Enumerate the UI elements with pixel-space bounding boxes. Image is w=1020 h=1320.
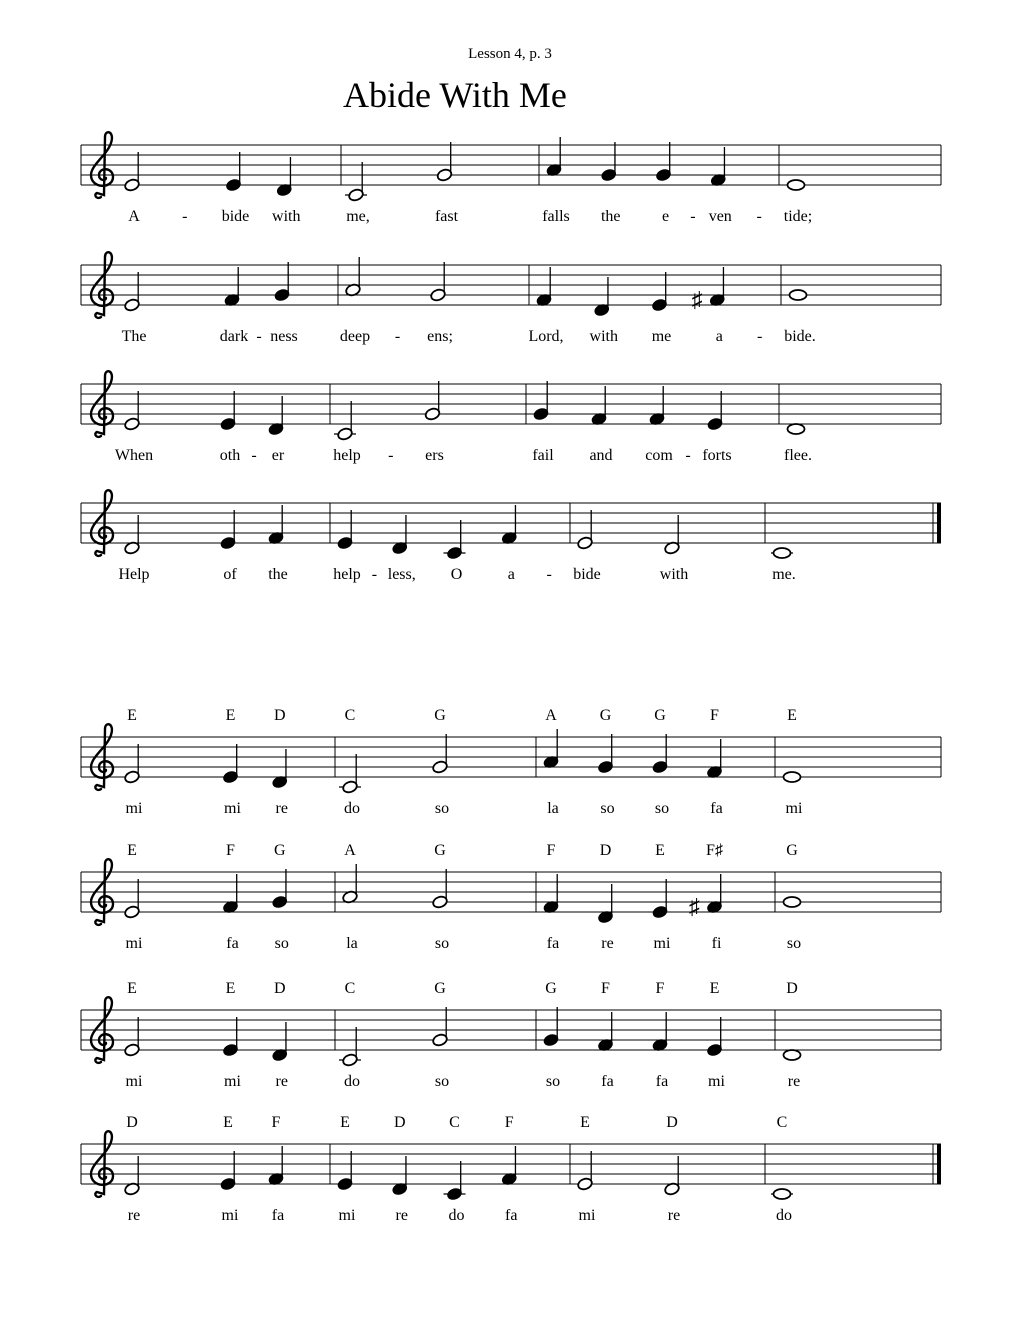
note-name-label: E [709,980,720,997]
note [444,520,466,560]
lyric-syllable: a [715,328,723,345]
note [337,1151,354,1191]
note [342,864,359,904]
solfege-syllable: fa [271,1207,285,1224]
note-name-label: C [344,980,356,997]
note [543,874,560,914]
solfege-syllable: mi [785,800,803,817]
solfege-syllable: fa [505,1207,518,1224]
lyric-syllable: falls [542,208,570,225]
notehead [774,1189,791,1199]
lyric-hyphen: - [182,208,188,225]
note [430,262,447,302]
solfege-syllable: re [667,1207,681,1224]
note [784,897,801,907]
solfege-syllable: mi [125,800,143,817]
lyric-syllable: dark [219,328,249,345]
lyric-syllable: ven [708,208,732,225]
note [501,1146,518,1186]
note [784,772,801,782]
solfege-syllable: so [786,935,802,952]
note-name-label: D [786,980,798,997]
lyric-syllable: the [600,208,621,225]
note-name-label: D [126,1114,138,1131]
lyric-syllable: me [651,328,672,345]
note [577,1151,594,1191]
note [652,1012,669,1052]
note [220,510,237,550]
note-name-label: D [393,1114,406,1131]
staff-system [81,490,941,583]
note [597,734,614,774]
note [771,548,793,558]
note [444,1161,466,1201]
solfege-syllable: do [344,800,360,817]
note [649,386,666,426]
staff-system [81,132,941,225]
lyric-syllable: fail [532,447,554,464]
lyric-hyphen: - [756,328,763,345]
solfege-syllable: la [547,800,559,817]
note [543,1007,560,1047]
solfege-syllable: do [448,1207,465,1224]
note [345,257,362,297]
lyric-hyphen: - [251,447,257,464]
lyric-hyphen: - [685,447,691,464]
lyric-syllable: help [333,566,361,583]
lyric-syllable: of [223,566,237,583]
note-name-label: A [344,842,356,859]
note [339,754,361,794]
note-name-label: E [655,842,665,859]
note [334,401,356,441]
note [391,515,408,555]
note [600,142,617,182]
note-name-label: E [340,1114,350,1131]
lyric-syllable: deep [339,328,371,345]
note [784,1050,801,1060]
solfege-syllable: do [776,1207,792,1224]
note-name-label: D [599,842,612,859]
lyric-syllable: me, [346,208,370,225]
note [345,162,367,202]
note-name-label: G [786,842,798,859]
note-name-label: D [666,1114,678,1131]
solfege-syllable: so [274,935,289,952]
note [124,1017,141,1057]
note [655,142,672,182]
lyric-syllable: with [272,208,301,225]
note [271,1022,288,1062]
note [533,381,550,421]
notehead [784,897,801,907]
notehead [788,180,805,190]
note [124,1156,141,1196]
note [268,505,285,545]
note [391,1156,408,1196]
note [268,396,285,436]
lyric-hyphen: - [394,328,401,345]
lyric-syllable: and [589,447,613,464]
solfege-syllable: re [601,935,614,952]
note [593,277,610,317]
note [710,147,727,187]
note [124,391,141,431]
lyric-syllable: The [121,328,147,345]
solfege-syllable: mi [224,800,241,817]
note-name-label: G [654,707,666,724]
lyric-syllable: bide [573,566,601,583]
note-name-label: E [787,707,797,724]
lyric-syllable: me. [772,566,796,583]
notehead [784,1050,801,1060]
solfege-syllable: so [434,1073,450,1090]
solfege-syllable: so [545,1073,561,1090]
note [224,267,241,307]
note [274,262,291,302]
note-name-label: C [344,707,356,724]
lyric-syllable: e [661,208,670,225]
solfege-syllable: fa [546,935,560,952]
note-name-label: G [599,707,612,724]
note [220,391,237,431]
lyric-syllable: less, [387,566,416,583]
lyric-syllable: Lord, [528,328,564,345]
solfege-syllable: mi [653,935,671,952]
solfege-syllable: so [434,800,450,817]
note [652,879,669,919]
note-name-label: F [601,980,610,997]
lyric-hyphen: - [690,208,696,225]
note [424,381,441,421]
lyric-syllable: tide; [783,208,813,225]
lyric-hyphen: - [256,328,262,345]
note-name-label: G [545,980,557,997]
lyric-syllable: oth [219,447,241,464]
final-barline [937,1144,941,1184]
notehead [774,548,791,558]
lyric-syllable: bide [221,208,250,225]
note-name-label: C [776,1114,788,1131]
notehead [784,772,801,782]
note-name-label: E [223,1114,233,1131]
note-name-label: A [545,707,557,724]
note-name-label: G [273,842,286,859]
lyric-syllable: A [128,208,140,225]
solfege-syllable: mi [221,1207,239,1224]
lyric-syllable: O [450,566,463,583]
note [788,424,805,434]
note [546,137,563,177]
note-name-label: E [225,707,236,724]
lyric-syllable: er [271,447,285,464]
note-name-label: G [434,707,446,724]
note [271,749,288,789]
solfege-syllable: re [787,1073,801,1090]
lyric-syllable: with [659,566,689,583]
sharp-icon: ♯ [689,894,700,919]
lyric-syllable: the [268,566,288,583]
note [220,1151,237,1191]
note [664,1156,681,1196]
note [276,157,293,197]
note [225,152,242,192]
note [222,744,239,784]
note [788,180,805,190]
note [591,386,608,426]
final-barline [937,503,941,543]
solfege-syllable: fi [711,935,722,952]
note [707,391,724,431]
note-name-label: F [271,1114,281,1131]
note-name-label: G [434,980,446,997]
note [271,869,288,909]
note [124,515,141,555]
solfege-syllable: fa [601,1073,614,1090]
lyric-syllable: fast [434,208,459,225]
note-name-label: D [273,707,286,724]
note-name-label: D [273,980,286,997]
note [432,734,449,774]
note [222,1017,239,1057]
solfege-syllable: la [346,935,358,952]
solfege-syllable: so [600,800,615,817]
staff-system [81,707,941,817]
solfege-syllable: re [395,1207,408,1224]
solfege-syllable: mi [338,1207,356,1224]
lesson-label: Lesson 4, p. 3 [468,46,552,62]
notehead [788,424,805,434]
notehead [790,290,807,300]
lyric-hyphen: - [388,447,394,464]
note-name-label: E [127,842,137,859]
lyric-syllable: forts [702,447,732,464]
note [432,1007,449,1047]
note [771,1189,793,1199]
note [536,267,553,307]
lyric-syllable: ers [425,447,444,464]
note [124,879,141,919]
solfege-syllable: mi [125,935,143,952]
note [664,515,681,555]
note [543,729,560,769]
note-name-label: F [226,842,235,859]
song-title: Abide With Me [343,75,567,115]
note-name-label: C [449,1114,460,1131]
note [651,272,668,312]
note [339,1027,361,1067]
note-name-label: G [434,842,446,859]
staff-system [81,842,941,952]
note-name-label: F♯ [706,842,723,859]
lyric-syllable: ens; [427,328,453,345]
note [222,874,239,914]
note [706,739,723,779]
note [432,869,449,909]
solfege-syllable: re [127,1207,141,1224]
solfege-syllable: so [654,800,670,817]
sharp-icon: ♯ [691,287,703,312]
solfege-syllable: fa [655,1073,669,1090]
note-name-label: F [655,980,665,997]
solfege-syllable: mi [125,1073,143,1090]
lyric-syllable: flee. [784,447,812,464]
staff-system [81,980,941,1090]
staff-system [81,371,941,464]
lyric-syllable: com [645,447,673,464]
lyric-hyphen: - [546,566,552,583]
solfege-syllable: mi [708,1073,725,1090]
lyric-syllable: bide. [784,328,816,345]
lyric-hyphen: - [756,208,762,225]
note [501,505,518,545]
note [790,290,807,300]
solfege-syllable: mi [578,1207,596,1224]
note [597,884,614,924]
note-name-label: E [225,980,236,997]
lyric-syllable: ness [270,328,298,345]
staff-system [81,1114,941,1224]
note [652,734,669,774]
lyric-hyphen: - [371,566,378,583]
note [706,1017,723,1057]
note [268,1146,285,1186]
note [124,272,141,312]
note-name-label: E [127,707,137,724]
solfege-syllable: re [275,1073,288,1090]
lyric-syllable: help [333,447,361,464]
solfege-syllable: fa [710,800,723,817]
note-name-label: F [546,842,556,859]
note [124,152,141,192]
note-name-label: F [504,1114,514,1131]
note [436,142,453,182]
lyric-syllable: with [589,328,618,345]
lyric-syllable: a [507,566,515,583]
note-name-label: E [127,980,137,997]
solfege-syllable: fa [226,935,239,952]
solfege-syllable: so [434,935,450,952]
note [124,744,141,784]
solfege-syllable: re [275,800,288,817]
note-name-label: F [710,707,719,724]
solfege-syllable: mi [224,1073,241,1090]
staff-system [81,252,941,345]
lyric-syllable: When [114,447,154,464]
note [597,1012,614,1052]
note-name-label: E [580,1114,590,1131]
lyric-syllable: Help [118,566,150,583]
solfege-syllable: do [344,1073,360,1090]
note [337,510,354,550]
note [577,510,594,550]
